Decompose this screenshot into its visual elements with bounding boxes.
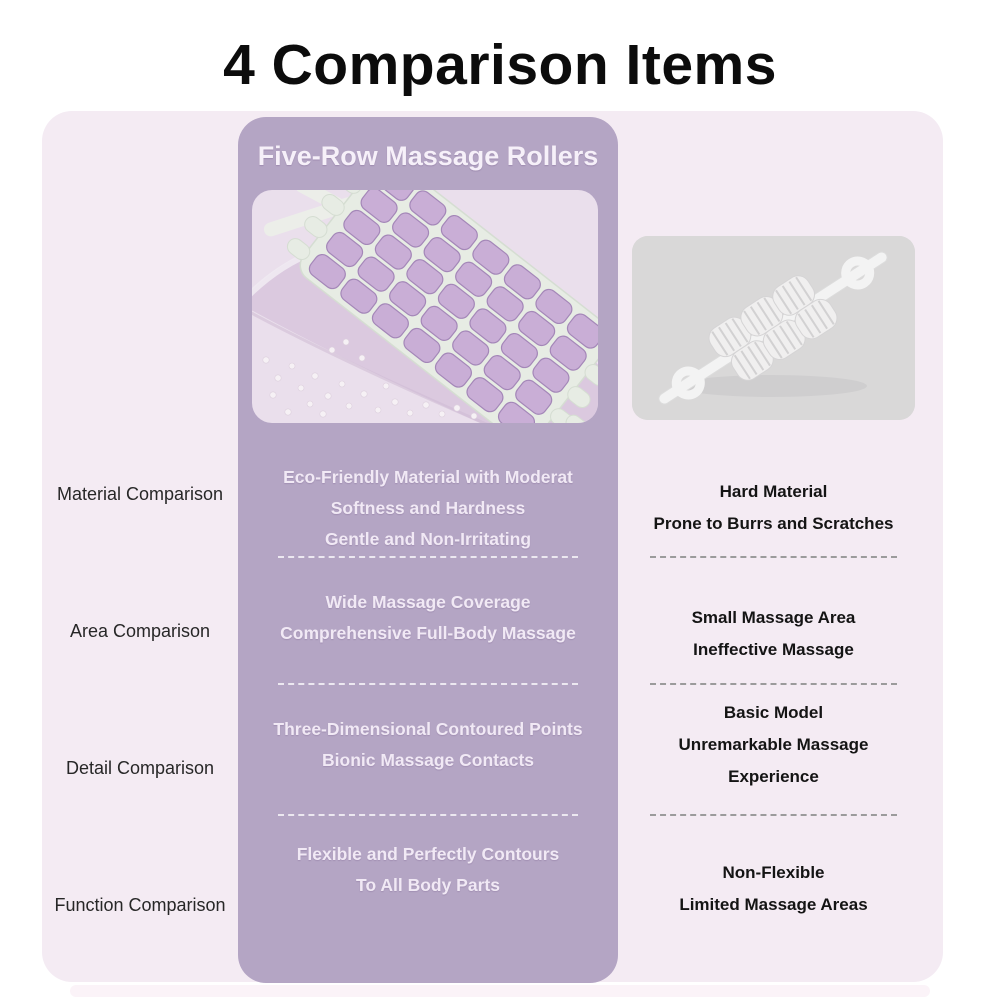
text-line: Wide Massage Coverage <box>325 592 531 612</box>
text-line: Ineffective Massage <box>693 640 854 659</box>
our-material-text <box>238 462 618 555</box>
dashed-divider <box>650 683 897 685</box>
text-line: Bionic Massage Contacts <box>322 750 534 770</box>
text-line: Experience <box>728 767 819 786</box>
text-line: Comprehensive Full-Body Massage <box>280 623 576 643</box>
text-line: Unremarkable Massage <box>678 735 869 754</box>
stick-roller-illustration <box>632 236 915 420</box>
text-line: To All Body Parts <box>356 875 500 895</box>
text-line: Prone to Burrs and Scratches <box>653 514 894 533</box>
dashed-divider <box>650 814 897 816</box>
panel-shadow <box>70 985 930 997</box>
page-title: 4 Comparison Items <box>223 33 777 97</box>
text-line: Three-Dimensional Contoured Points <box>273 719 583 739</box>
row-label-material: Material Comparison <box>56 484 224 504</box>
our-detail-text <box>238 714 618 776</box>
text-line: Softness and Hardness <box>330 498 526 518</box>
our-product-photo <box>252 190 598 423</box>
row-label-function: Function Comparison <box>54 895 226 915</box>
row-label-area: Area Comparison <box>69 621 211 641</box>
competitor-area-text <box>632 602 915 666</box>
row-label-detail: Detail Comparison <box>65 758 215 778</box>
competitor-product-photo <box>632 236 915 420</box>
dashed-divider <box>278 814 578 816</box>
dashed-divider <box>650 556 897 558</box>
text-line: Eco-Friendly Material with Moderat <box>283 467 573 487</box>
competitor-material-text <box>632 476 915 540</box>
text-line: Basic Model <box>723 703 824 722</box>
text-line: Flexible and Perfectly Contours <box>296 844 560 864</box>
our-function-text <box>238 839 618 901</box>
our-area-text <box>238 587 618 649</box>
text-line: Limited Massage Areas <box>679 895 868 914</box>
text-line: Non-Flexible <box>722 863 825 882</box>
competitor-detail-text <box>632 697 915 793</box>
text-line: Gentle and Non-Irritating <box>324 529 532 549</box>
five-row-roller-illustration <box>252 190 598 423</box>
competitor-function-text <box>632 857 915 921</box>
our-product-header: Five-Row Massage Rollers <box>257 141 599 171</box>
dashed-divider <box>278 683 578 685</box>
text-line: Hard Material <box>719 482 828 501</box>
text-line: Small Massage Area <box>691 608 856 627</box>
dashed-divider <box>278 556 578 558</box>
